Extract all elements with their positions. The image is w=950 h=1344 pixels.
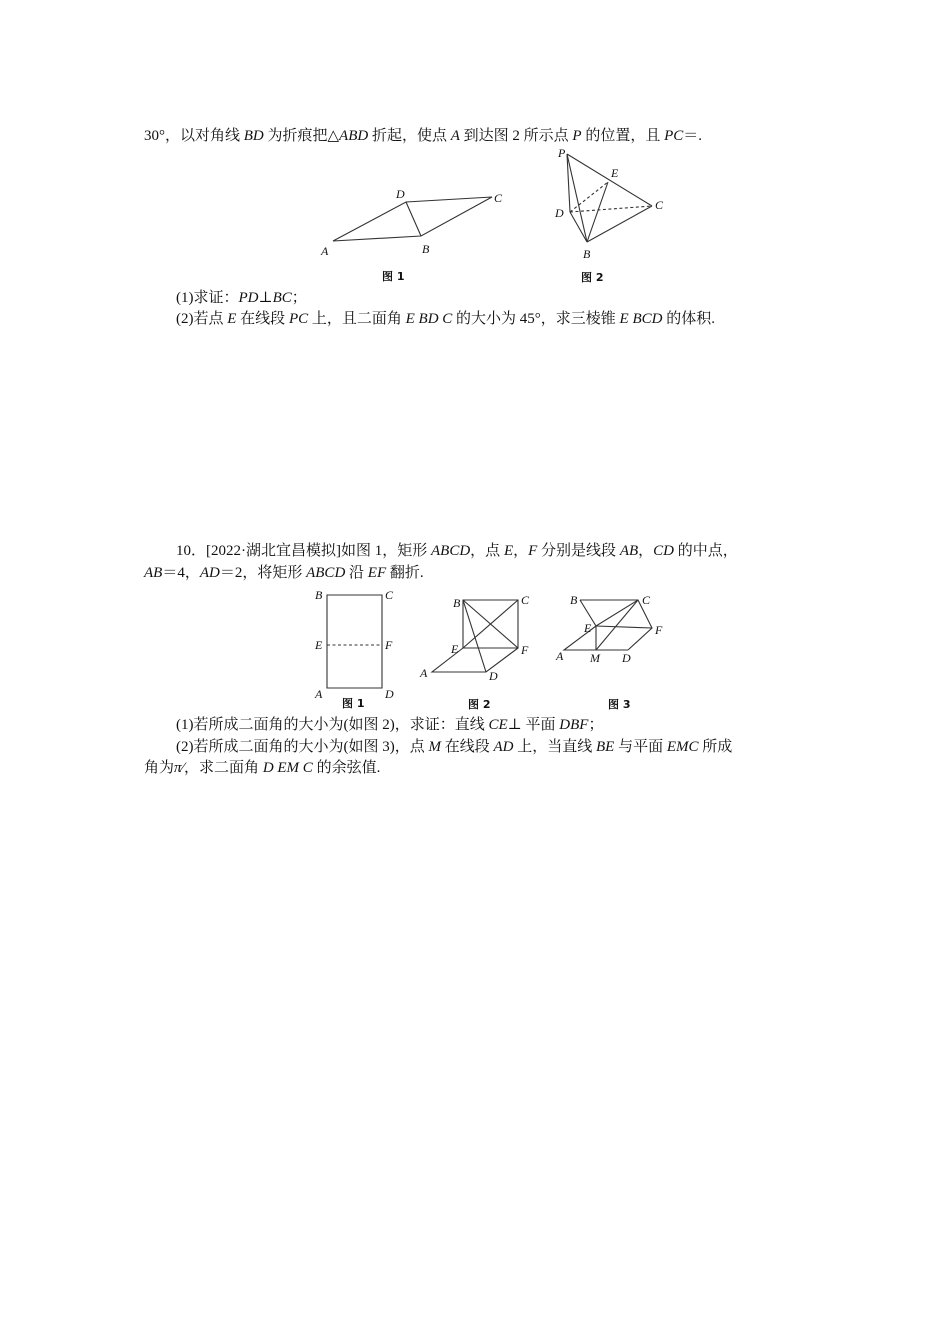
text: PC	[664, 128, 684, 144]
text: ，	[513, 543, 529, 559]
problem-10-line-1	[176, 541, 738, 561]
label-d: D	[489, 669, 498, 683]
edge-dc-hidden	[570, 206, 652, 212]
label-b: B	[570, 593, 578, 607]
edge-be	[587, 182, 608, 242]
figure-1-rectangle	[310, 585, 410, 715]
problem-9-line-1	[144, 126, 702, 146]
label-e: E	[611, 166, 619, 180]
text: 的大小为 45°，求三棱锥	[452, 311, 620, 327]
text: BD	[243, 128, 264, 144]
text: BC	[272, 290, 292, 306]
text: E	[227, 311, 237, 327]
label-c: C	[642, 593, 651, 607]
text: 在线段	[236, 311, 289, 327]
text: BE	[596, 739, 615, 755]
text: ABCD	[306, 565, 346, 581]
label-e: E	[315, 638, 323, 652]
text: 分别是线段	[537, 543, 620, 559]
label-f: F	[655, 623, 663, 637]
text: 的体积.	[662, 311, 715, 327]
edge-pb	[567, 154, 587, 242]
problem-9-question-2	[176, 309, 715, 329]
label-d: D	[555, 206, 564, 220]
label-m: M	[590, 651, 600, 665]
text: PC	[288, 311, 309, 327]
shape-abcd	[333, 197, 492, 241]
text: 上，且二面角	[308, 311, 406, 327]
label-a: A	[420, 666, 428, 680]
label-b: B	[422, 242, 430, 256]
edge-pc	[567, 154, 652, 206]
segment-bd	[463, 600, 486, 672]
problem-9-question-1	[176, 288, 307, 308]
label-b: B	[315, 588, 323, 602]
text: AB	[619, 543, 639, 559]
label-e: E	[584, 621, 592, 635]
text: 的中点，	[674, 543, 738, 559]
text: ABD	[339, 128, 369, 144]
text: 到达图 2 所示点	[459, 128, 573, 144]
text: ⊥ 平面	[507, 717, 560, 733]
label-d: D	[396, 187, 405, 201]
lower-face-eadf	[432, 648, 518, 672]
text: 的位置，且	[581, 128, 665, 144]
text: 10．[2022·湖北宜昌模拟]如图 1，矩形	[176, 543, 431, 559]
label-p: P	[558, 146, 566, 160]
text: E	[503, 543, 514, 559]
diagonal-bd	[406, 202, 421, 236]
problem-10-line-2	[144, 563, 424, 583]
caption: 图 1	[342, 697, 365, 710]
text: F	[528, 543, 538, 559]
rectangle-abcd	[327, 595, 382, 688]
text: 与平面	[614, 739, 667, 755]
caption: 图 3	[608, 698, 631, 711]
caption: 图 2	[581, 271, 604, 284]
text: ，求二面角	[184, 760, 263, 776]
label-e: E	[451, 642, 459, 656]
text: π⁄	[174, 760, 185, 776]
label-c: C	[494, 191, 503, 205]
label-f: F	[521, 643, 529, 657]
figure-3-fold	[550, 590, 675, 715]
text: (2)若所成二面角的大小为(如图 3)，点	[176, 739, 429, 755]
text: ＝2，将矩形	[219, 565, 307, 581]
label-c: C	[385, 588, 394, 602]
text: (1)求证：	[176, 290, 239, 306]
figure-2-fold	[418, 590, 538, 715]
edge-bc	[587, 206, 652, 242]
text: AD	[199, 565, 220, 581]
edge-db	[570, 212, 587, 242]
label-a: A	[556, 649, 564, 663]
text: 的余弦值.	[312, 760, 381, 776]
text: DBF	[559, 717, 589, 733]
text: 角为	[144, 760, 175, 776]
text: 折起，使点	[368, 128, 451, 144]
label-a: A	[315, 687, 323, 701]
figure-2-tetrahedron	[550, 144, 675, 289]
text: PD	[238, 290, 259, 306]
label-d: D	[385, 687, 394, 701]
text: 翻折.	[386, 565, 424, 581]
label-c: C	[655, 198, 664, 212]
text: P	[572, 128, 582, 144]
text: 所成	[698, 739, 733, 755]
problem-10-question-2-cont	[144, 758, 380, 778]
label-f: F	[385, 638, 393, 652]
text: M	[428, 739, 441, 755]
segment-cm	[596, 600, 638, 650]
caption: 图 1	[382, 270, 405, 283]
text: 沿	[345, 565, 368, 581]
text: ；	[291, 290, 307, 306]
text: ABCD	[431, 543, 471, 559]
problem-10-question-1	[176, 715, 603, 735]
edge-ef	[596, 626, 652, 628]
text: CD	[653, 543, 674, 559]
text: ⊥	[258, 290, 273, 306]
text: AB	[144, 565, 163, 581]
caption: 图 2	[468, 698, 491, 711]
text: CE	[488, 717, 508, 733]
text: ，	[638, 543, 654, 559]
label-b: B	[583, 247, 591, 261]
text: 在线段	[440, 739, 494, 755]
text: EMC	[666, 739, 699, 755]
text: E BD C	[405, 311, 453, 327]
text: ，点	[470, 543, 504, 559]
text: 上，当直线	[513, 739, 597, 755]
text: D EM C	[262, 760, 313, 776]
text: 为折痕把△	[263, 128, 340, 144]
text: (1)若所成二面角的大小为(如图 2)，求证：直线	[176, 717, 489, 733]
label-a: A	[321, 244, 329, 258]
text: 30°，以对角线	[144, 128, 244, 144]
label-d: D	[622, 651, 631, 665]
text: ＝.	[683, 128, 703, 144]
figure-1-parallelogram	[315, 183, 515, 288]
text: ；	[588, 717, 604, 733]
text: AD	[493, 739, 514, 755]
text: EF	[367, 565, 387, 581]
text: A	[450, 128, 460, 144]
text: (2)若点	[176, 311, 228, 327]
text: E BCD	[619, 311, 663, 327]
label-c: C	[521, 593, 530, 607]
text: ＝4，	[162, 565, 200, 581]
label-b: B	[453, 596, 461, 610]
problem-10-question-2	[176, 737, 732, 757]
